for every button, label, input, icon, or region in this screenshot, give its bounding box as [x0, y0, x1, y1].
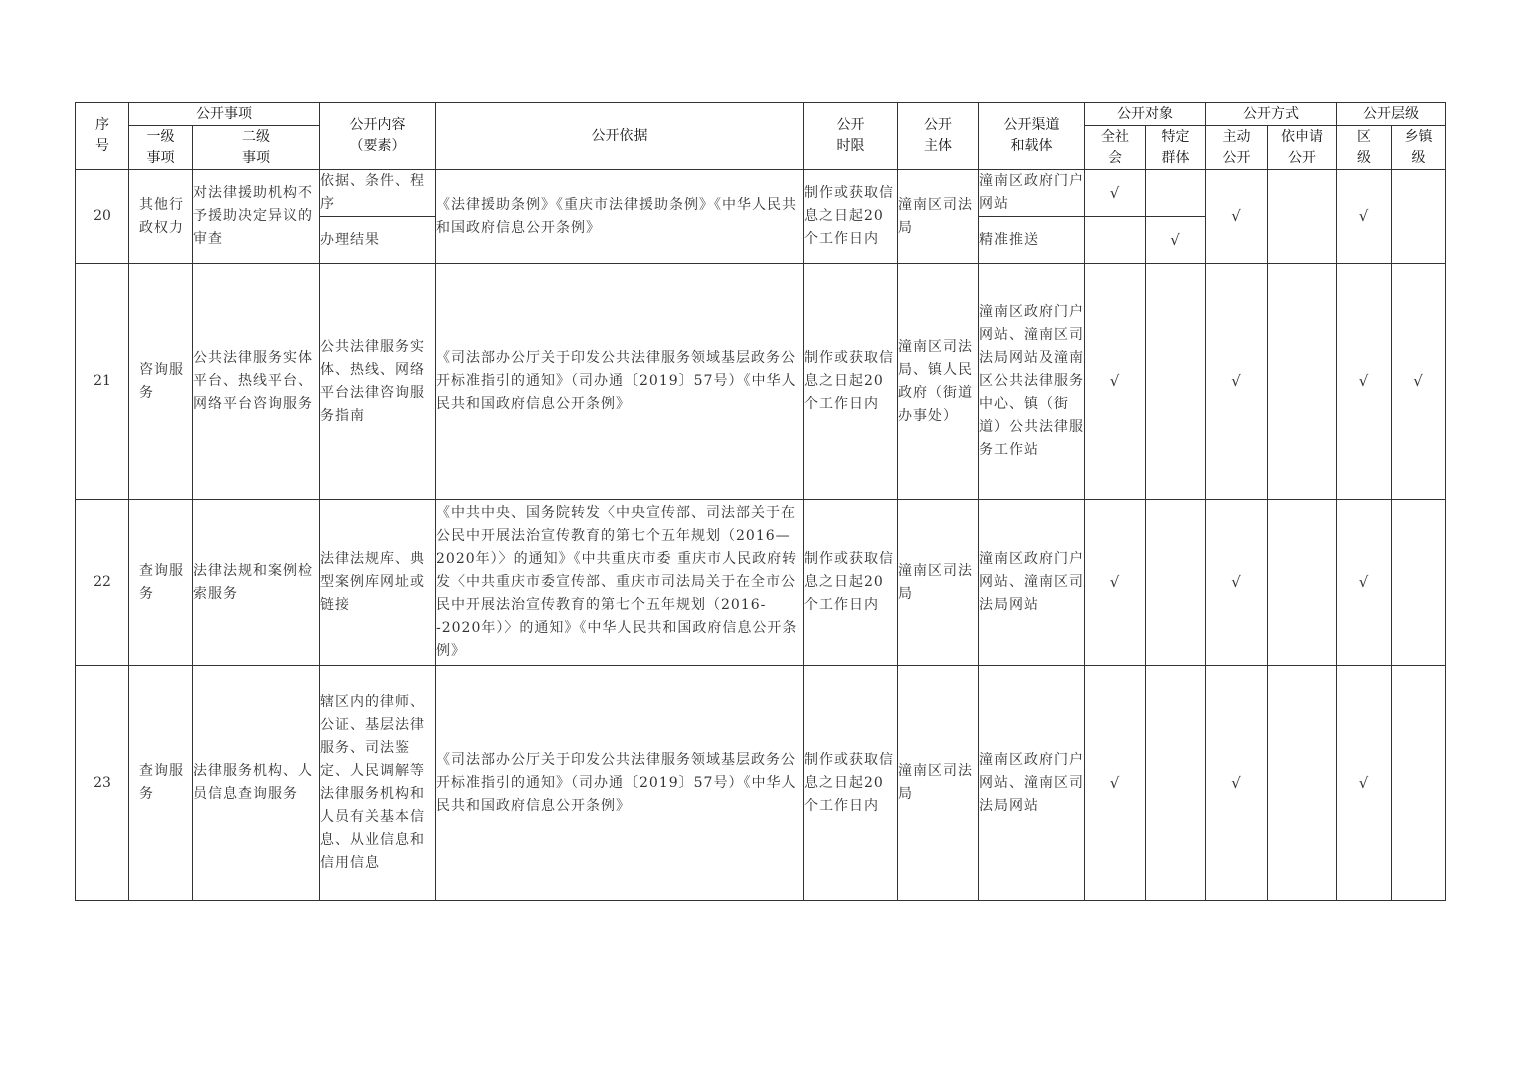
header-channel: 公开渠道和载体	[979, 103, 1085, 170]
row-subject: 潼南区司法局、镇人民政府（街道办事处）	[898, 264, 979, 500]
row-level-town	[1392, 666, 1446, 901]
row-basis: 《司法部办公厅关于印发公共法律服务领域基层政务公开标准指引的通知》（司办通〔2019〕57号）《中华人民共和国政府信息公开条例》	[436, 264, 804, 500]
row-content: 法律法规库、典型案例库网址或链接	[320, 500, 436, 666]
header-target-specific: 特定群体	[1146, 126, 1206, 170]
row-target-specific	[1146, 666, 1206, 901]
header-time-limit: 公开时限	[804, 103, 898, 170]
row-method-active-check: √	[1206, 500, 1268, 666]
row-method-active-check: √	[1206, 666, 1268, 901]
row-channel-b: 精准推送	[979, 217, 1085, 264]
header-target-group: 公开对象	[1085, 103, 1206, 126]
header-level1: 一级事项	[129, 126, 193, 170]
table-row	[76, 500, 1446, 666]
row-channel-a: 潼南区政府门户网站	[979, 170, 1085, 217]
row-seq: 22	[76, 500, 129, 666]
row-level-district-check: √	[1337, 170, 1392, 264]
row-channel: 潼南区政府门户网站、潼南区司法局网站	[979, 500, 1085, 666]
row-seq: 23	[76, 666, 129, 901]
header-level-town: 乡镇级	[1392, 126, 1446, 170]
row-level1: 查询服务	[129, 500, 193, 666]
row-target-all-check: √	[1085, 666, 1146, 901]
header-level-district: 区级	[1337, 126, 1392, 170]
header-items-group: 公开事项	[129, 103, 320, 126]
row-time-limit: 制作或获取信息之日起20个工作日内	[804, 500, 898, 666]
table-row	[76, 170, 1446, 217]
row-method-apply	[1268, 170, 1337, 264]
row-level-district-check: √	[1337, 500, 1392, 666]
row-method-active-check: √	[1206, 264, 1268, 500]
disclosure-table	[75, 102, 1446, 901]
row-method-apply	[1268, 666, 1337, 901]
row-basis: 《司法部办公厅关于印发公共法律服务领域基层政务公开标准指引的通知》（司办通〔2019〕57号）《中华人民共和国政府信息公开条例》	[436, 666, 804, 901]
row-target-specific-check: √	[1146, 217, 1206, 264]
row-level2: 法律服务机构、人员信息查询服务	[193, 666, 320, 901]
row-time-limit: 制作或获取信息之日起20个工作日内	[804, 666, 898, 901]
row-content: 公共法律服务实体、热线、网络平台法律咨询服务指南	[320, 264, 436, 500]
row-seq: 21	[76, 264, 129, 500]
table-row	[76, 264, 1446, 500]
header-row-1	[76, 103, 1446, 126]
row-subject: 潼南区司法局	[898, 170, 979, 264]
row-target-all-check: √	[1085, 500, 1146, 666]
header-basis: 公开依据	[436, 103, 804, 170]
row-target-specific	[1146, 500, 1206, 666]
row-target-all-check: √	[1085, 264, 1146, 500]
header-target-all: 全社会	[1085, 126, 1146, 170]
row-channel: 潼南区政府门户网站、潼南区司法局网站	[979, 666, 1085, 901]
header-subject: 公开主体	[898, 103, 979, 170]
row-basis: 《法律援助条例》《重庆市法律援助条例》《中华人民共和国政府信息公开条例》	[436, 170, 804, 264]
row-subject: 潼南区司法局	[898, 500, 979, 666]
row-time-limit: 制作或获取信息之日起20个工作日内	[804, 264, 898, 500]
row-target-specific	[1146, 264, 1206, 500]
row-content: 辖区内的律师、公证、基层法律服务、司法鉴定、人民调解等法律服务机构和人员有关基本信息、从业信息和信用信息	[320, 666, 436, 901]
row-content-a: 依据、条件、程序	[320, 170, 436, 217]
row-target-all-check: √	[1085, 170, 1146, 217]
row-level2: 公共法律服务实体平台、热线平台、网络平台咨询服务	[193, 264, 320, 500]
header-method-apply: 依申请公开	[1268, 126, 1337, 170]
row-target-specific-empty	[1146, 170, 1206, 217]
row-level1: 查询服务	[129, 666, 193, 901]
row-level-town	[1392, 170, 1446, 264]
row-method-apply	[1268, 264, 1337, 500]
row-subject: 潼南区司法局	[898, 666, 979, 901]
row-level2: 对法律援助机构不予援助决定异议的审查	[193, 170, 320, 264]
header-level-group: 公开层级	[1337, 103, 1446, 126]
row-level-town-check: √	[1392, 264, 1446, 500]
table-row	[76, 666, 1446, 901]
row-level-town	[1392, 500, 1446, 666]
row-level1: 其他行政权力	[129, 170, 193, 264]
row-method-apply	[1268, 500, 1337, 666]
row-level2: 法律法规和案例检索服务	[193, 500, 320, 666]
row-level1: 咨询服务	[129, 264, 193, 500]
header-method-group: 公开方式	[1206, 103, 1337, 126]
row-basis: 《中共中央、国务院转发〈中央宣传部、司法部关于在公民中开展法治宣传教育的第七个五年规划（2016—2020年）〉的通知》《中共重庆市委 重庆市人民政府转发〈中共重庆市委宣传部、重庆市司法局关于在全市公民中开展法治宣传教育的第七个五年规划（2016--2020年）〉的通知》《中华人民共和国政府信息公开条例》	[436, 500, 804, 666]
row-seq: 20	[76, 170, 129, 264]
header-level2: 二级事项	[193, 126, 320, 170]
header-content: 公开内容（要素）	[320, 103, 436, 170]
header-seq: 序号	[76, 103, 129, 170]
row-time-limit: 制作或获取信息之日起20个工作日内	[804, 170, 898, 264]
row-level-district-check: √	[1337, 666, 1392, 901]
row-level-district-check: √	[1337, 264, 1392, 500]
row-content-b: 办理结果	[320, 217, 436, 264]
header-method-active: 主动公开	[1206, 126, 1268, 170]
row-channel: 潼南区政府门户网站、潼南区司法局网站及潼南区公共法律服务中心、镇（街道）公共法律服务工作站	[979, 264, 1085, 500]
row-target-all-empty	[1085, 217, 1146, 264]
row-method-active-check: √	[1206, 170, 1268, 264]
